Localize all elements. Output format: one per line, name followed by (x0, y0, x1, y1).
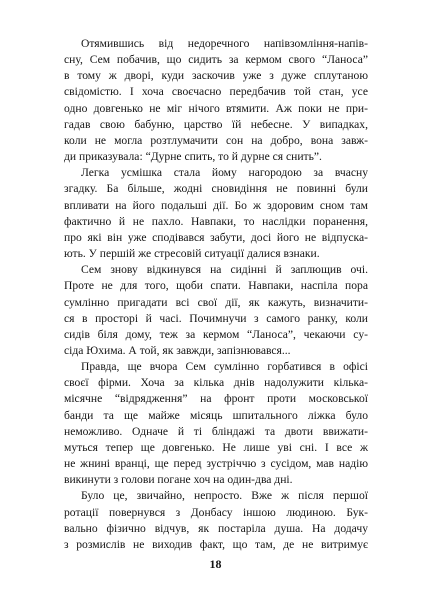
text-line: неможливо. Одначе й ті бліндажі та двоти ввижати- (64, 424, 368, 438)
text-line: муться тепер ще довгенько. Не лише уві сні. І все ж (64, 440, 368, 454)
text-line: про які він уже сподівався забути, досі його не відпуска- (64, 230, 368, 244)
paragraph (64, 262, 368, 359)
text-line: сидів біля дому, теж за кермом “Ланоса”, чекаючи сy- (64, 327, 368, 341)
text-line: коли не могла розтлумачити сон на добро, вона завж- (64, 133, 368, 147)
text-line: своєї фірми. Хоча за кілька днів надолужити кілька- (64, 376, 368, 390)
text-line: вально фізично відчув, як постаріла душа. На додачу (64, 521, 368, 535)
paragraph (64, 488, 368, 553)
page-number: 18 (209, 557, 222, 571)
text-line: згадку. Ба більше, жодні сновидіння не повинні були (64, 182, 368, 196)
text-line: Сем знову відкинувся на сидінні й заплющив очі. (81, 263, 368, 277)
text-line: Проте не для того, щоби спати. Навпаки, наспіла пора (64, 279, 368, 293)
text-line: фактично й не пахло. Навпаки, то наслідки поранення, (64, 214, 368, 228)
text-line: Правда, ще вчора Сем сумлінно горбатився в офісі (81, 360, 368, 374)
book-page (64, 36, 368, 553)
text-line: гадав свою бабуню, царство їй небесне. У випадках, (64, 117, 368, 131)
text-line: Отямившись від недоречного напівзомління-напів- (81, 37, 368, 50)
text-line: сіда Юхима. А той, як завжди, запізнювався... (64, 343, 291, 357)
text-line: впливати на його подальші дії. Бо ж здоровим сном там (64, 198, 368, 212)
text-line: викинути з голови погане хоч на один-два дні. (64, 473, 293, 487)
text-line: свідомістю. І хоча своєчасно передбачив той стан, усе (64, 85, 368, 99)
paragraph (64, 359, 368, 488)
text-line: не жнині вранці, ще перед зустріччю з сусідом, мав надію (64, 457, 368, 471)
text-line: з розмислів не виходив факт, що там, де не витримує (64, 537, 368, 551)
text-line: ють. У першій же стресовій ситуації далися взнаки. (64, 247, 320, 261)
text-line: місячне “відрядження” на фронт проти московської (64, 392, 368, 406)
text-line: Було це, звичайно, непросто. Вже ж після першої (81, 489, 368, 503)
text-line: ротації повернувся з Донбасу іншою людиною. Бук- (64, 505, 368, 519)
text-line: ди приказувала: “Дурне спить, то й дурне ся снить”. (64, 150, 322, 164)
text-line: в тому ж дворі, куди заскочив уже з дуже сплутаною (64, 69, 368, 83)
text-line: ся в просторі й часі. Почимнучи з самого ранку, коли (64, 311, 368, 325)
text-line: сну, Сем побачив, що сидить за кермом свого “Ланоса” (64, 53, 368, 67)
paragraph (64, 36, 368, 165)
text-line: банди та ще майже місяць шпитального ліжка було (64, 408, 368, 422)
paragraph (64, 165, 368, 262)
text-line: сумлінно пригадати всі свої дії, як кажуть, визначити- (64, 295, 368, 309)
text-line: одно довгенько не міг нічого втямити. Аж поки не при- (64, 101, 368, 115)
text-line: Легка усмішка стала йому нагородою за вчасну (81, 166, 368, 180)
